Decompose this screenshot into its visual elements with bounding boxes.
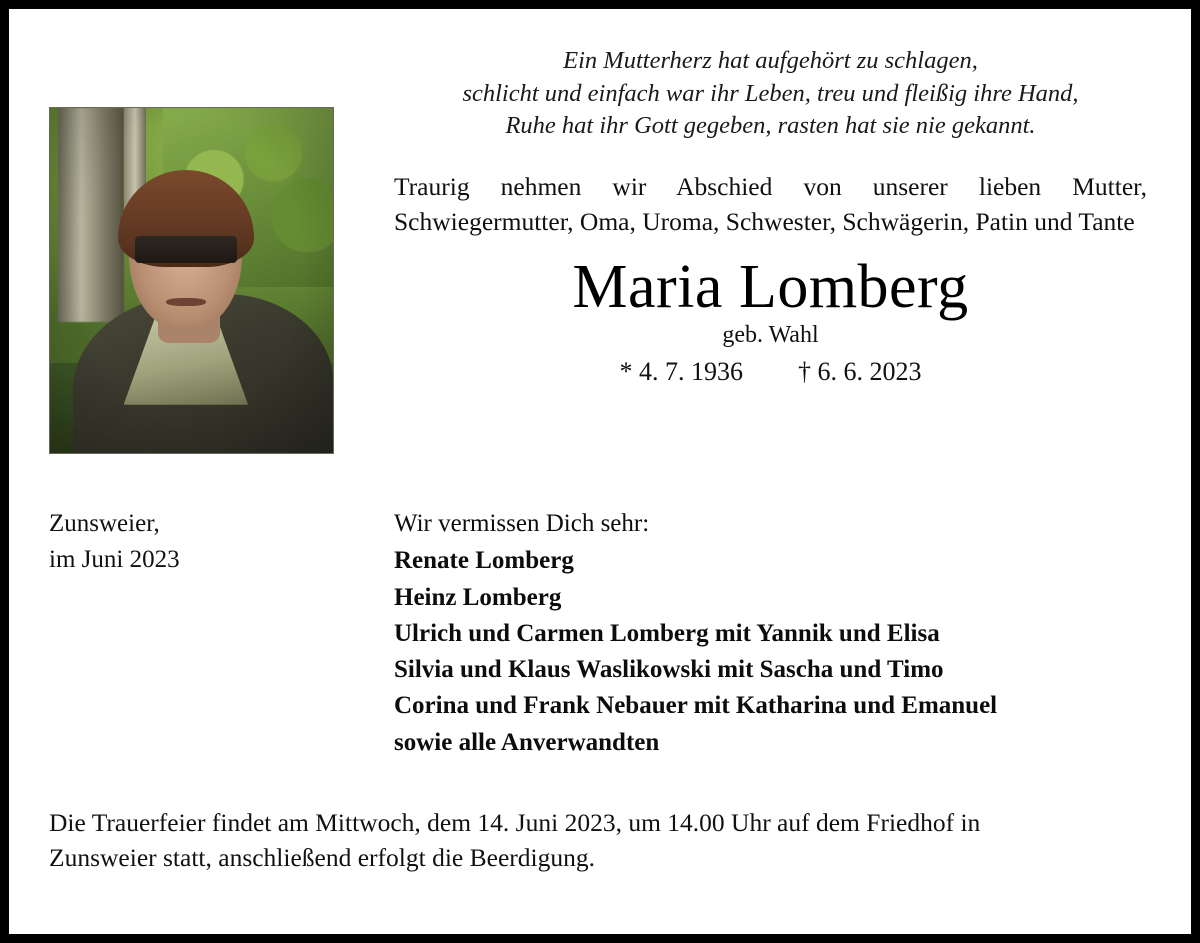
memorial-verse xyxy=(394,45,1147,143)
verse-line-2: schlicht und einfach war ihr Leben, treu und fleißig ihre Hand, xyxy=(462,79,1079,107)
top-section xyxy=(49,45,1151,454)
deceased-maiden-name: geb. Wahl xyxy=(722,322,819,349)
ceremony-details xyxy=(49,805,1151,876)
mourner-name: Ulrich und Carmen Lomberg mit Yannik und Elisa xyxy=(394,619,940,647)
photo-vignette xyxy=(50,108,333,453)
mourner-name: sowie alle Anverwandten xyxy=(394,728,660,756)
death-symbol: † xyxy=(798,357,811,387)
place-town: Zunsweier, xyxy=(49,510,160,537)
ceremony-line-1: Die Trauerfeier findet am Mittwoch, dem 14. Juni 2023, um 14.00 Uhr auf dem Friedhof in xyxy=(49,807,981,837)
birth-date: 4. 7. 1936 xyxy=(639,357,743,387)
photo-column xyxy=(49,45,332,454)
obituary-inner xyxy=(9,9,1191,934)
middle-section xyxy=(49,506,1151,761)
mourner-name: Silvia und Klaus Waslikowski mit Sascha und Timo xyxy=(394,656,944,683)
portrait-photo xyxy=(49,107,334,454)
verse-line-3: Ruhe hat ihr Gott gegeben, rasten hat sie nie gekannt. xyxy=(505,112,1036,140)
mourners-list xyxy=(394,506,1151,761)
mourners-lead: Wir vermissen Dich sehr: xyxy=(394,510,650,537)
life-dates xyxy=(394,357,1147,387)
mourner-name: Heinz Lomberg xyxy=(394,583,562,611)
intro-paragraph: Traurig nehmen wir Abschied von unserer lieben Mutter, Schwiegermutter, Oma, Uroma, Schwester, Schwägerin, Patin und Tante xyxy=(394,171,1147,236)
deceased-name: Maria Lomberg xyxy=(572,253,969,322)
text-column xyxy=(332,45,1151,387)
ceremony-line-2: Zunsweier statt, anschließend erfolgt die Beerdigung. xyxy=(49,843,595,873)
birth-symbol: * xyxy=(619,357,633,387)
mourner-name: Corina und Frank Nebauer mit Katharina und Emanuel xyxy=(394,692,998,720)
place-and-date xyxy=(49,506,394,577)
verse-line-1: Ein Mutterherz hat aufgehört zu schlagen, xyxy=(563,47,978,74)
mourner-name: Renate Lomberg xyxy=(394,547,574,575)
place-date: im Juni 2023 xyxy=(49,545,180,573)
deceased-name-block xyxy=(394,255,1147,387)
death-date: 6. 6. 2023 xyxy=(817,357,922,387)
